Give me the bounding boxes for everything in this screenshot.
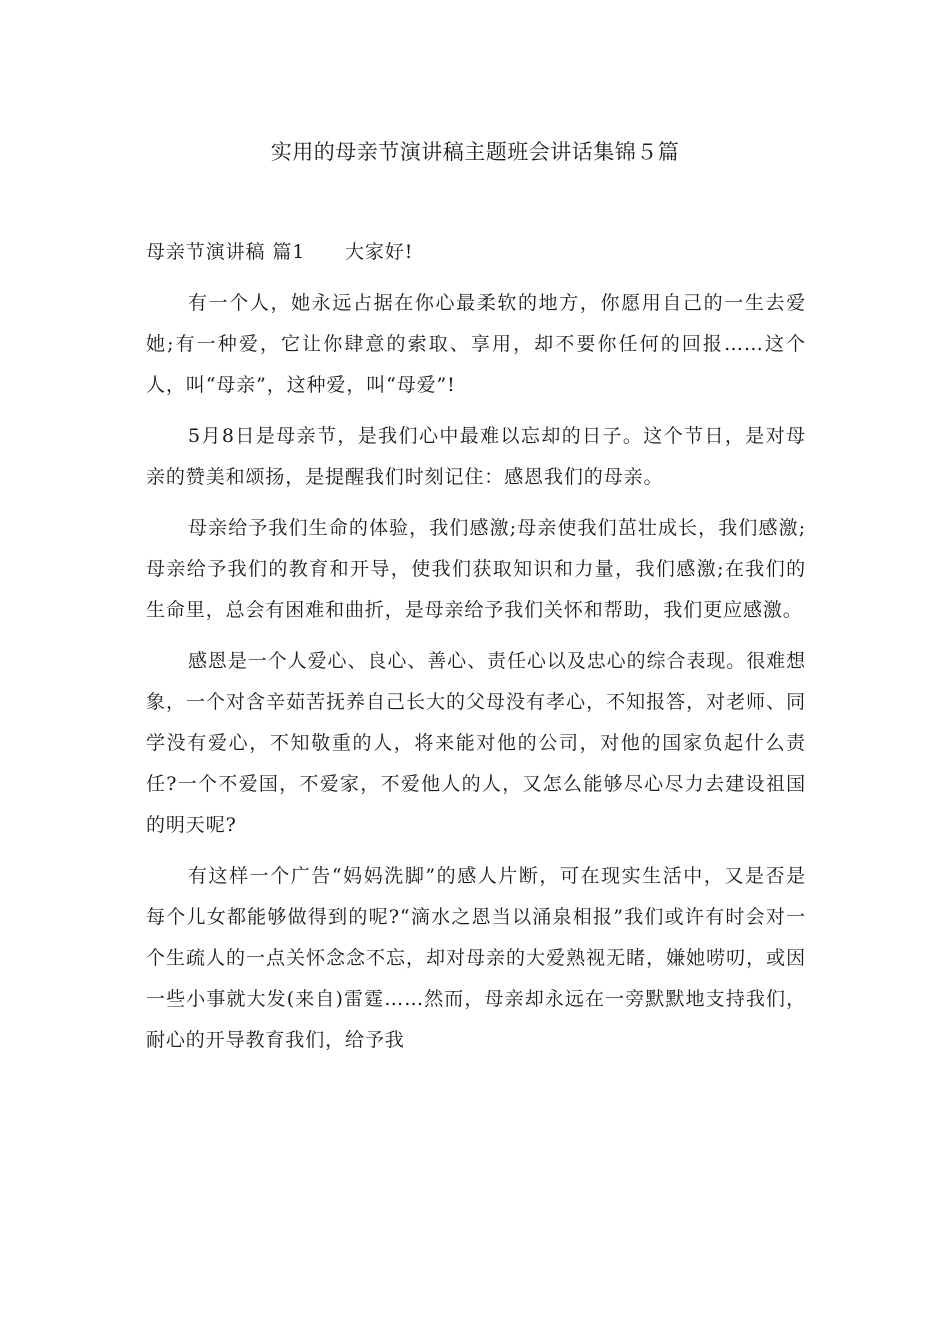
- speech-heading-line: 母亲节演讲稿 篇1 大家好!: [146, 241, 414, 263]
- paragraph-4: 感恩是一个人爱心、良心、善心、责任心以及忠心的综合表现。很难想象，一个对含辛茹苦抚养自己长大的父母没有孝心，不知报答，对老师、同学没有爱心，不知敬重的人，将来能对他的公司，对他的国家负起什么责任?一个不爱国，不爱家，不爱他人的人，又怎么能够尽心尽力去建设祖国的明天呢?: [146, 650, 806, 836]
- paragraph-3: 母亲给予我们生命的体验，我们感激;母亲使我们茁壮成长，我们感激;母亲给予我们的教育和开导，使我们获取知识和力量，我们感激;在我们的生命里，总会有困难和曲折，是母亲给予我们关怀和帮助，我们更应感激。: [146, 517, 806, 621]
- paragraph-1: 有一个人，她永远占据在你心最柔软的地方，你愿用自己的一生去爱她;有一种爱，它让你肆意的索取、享用，却不要你任何的回报……这个人，叫“母亲”，这种爱，叫“母爱”!: [146, 292, 806, 396]
- paragraph-5: 有这样一个广告“妈妈洗脚”的感人片断，可在现实生活中，又是否是每个儿女都能够做得到的呢?“滴水之恩当以涌泉相报”我们或许有时会对一个生疏人的一点关怀念念不忘，却对母亲的大爱熟视无睹，嫌她唠叨，或因一些小事就大发(来自)雷霆……然而，母亲却永远在一旁默默地支持我们，耐心的开导教育我们，给予我: [146, 865, 806, 1051]
- document-body: [146, 232, 806, 1071]
- document-title: 实用的母亲节演讲稿主题班会讲话集锦５篇: [270, 140, 680, 164]
- paragraph-2: 5月8日是母亲节，是我们心中最难以忘却的日子。这个节日，是对母亲的赞美和颂扬，是提醒我们时刻记住：感恩我们的母亲。: [146, 425, 806, 488]
